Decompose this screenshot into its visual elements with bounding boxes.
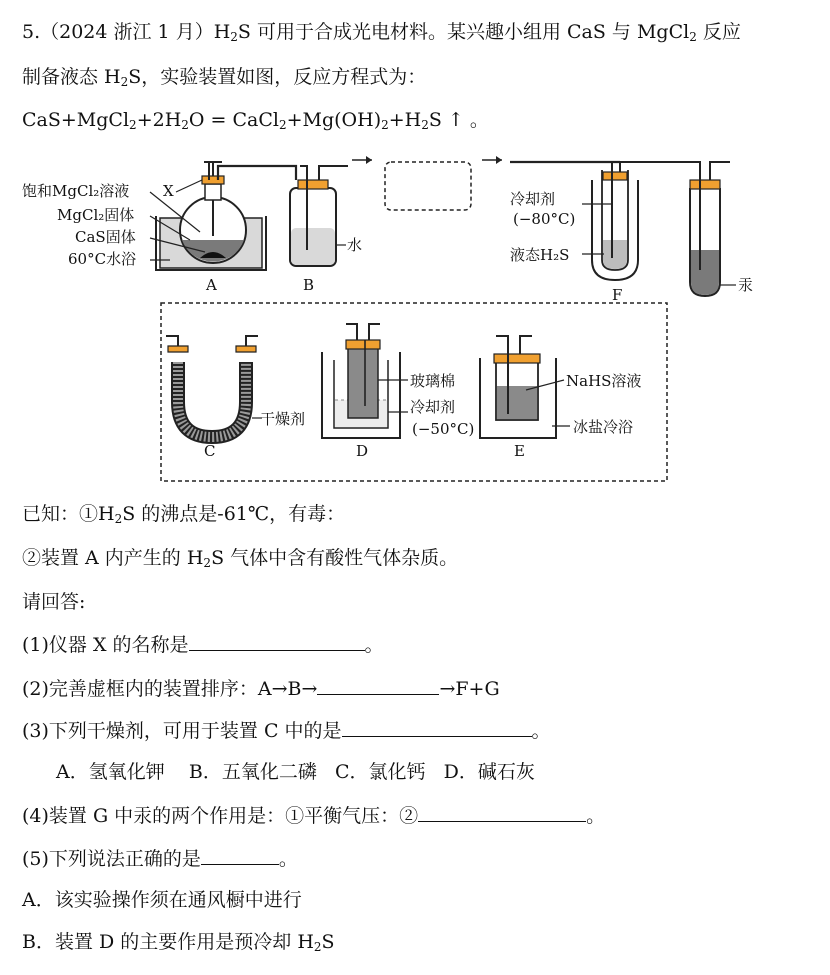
label-mgcl2-solid: MgCl₂固体 bbox=[57, 206, 135, 224]
question-2: (2)完善虚框内的装置排序：A→B→ →F+G bbox=[22, 678, 500, 700]
caption-b: B bbox=[303, 276, 315, 294]
question-3-options: A．氢氧化钾 B．五氧化二磷 C．氯化钙 D．碱石灰 bbox=[56, 761, 535, 783]
dashed-box-small bbox=[385, 162, 471, 210]
known-2: ②装置 A 内产生的 $H_2S$ 气体中含有酸性气体杂质。 bbox=[22, 547, 459, 570]
label-mercury: 汞 bbox=[738, 276, 754, 294]
answer-blank-4[interactable] bbox=[418, 803, 586, 822]
apparatus-a bbox=[156, 162, 296, 270]
apparatus-g bbox=[690, 162, 736, 296]
question-4: (4)装置 G 中汞的两个作用是：①平衡气压：② 。 bbox=[22, 805, 606, 827]
label-water-bath-60: 60°C水浴 bbox=[68, 250, 137, 268]
glass-wool-tube bbox=[348, 348, 378, 418]
answer-blank-5[interactable] bbox=[201, 846, 279, 865]
apparatus-b bbox=[290, 166, 348, 266]
caption-d: D bbox=[356, 442, 369, 460]
label-nahs-solution: NaHS溶液 bbox=[566, 372, 642, 390]
question-header: 5.（2024 浙江 1 月）$H_2S$ 可用于合成光电材料。某兴趣小组用 CaS 与 MgCl$_2$ 反应 bbox=[22, 21, 741, 44]
apparatus-diagram bbox=[0, 140, 830, 490]
caption-f: F bbox=[612, 286, 623, 304]
caption-c: C bbox=[204, 442, 216, 460]
question-5-option-b: B．装置 D 的主要作用是预冷却 $H_2S$ bbox=[22, 931, 335, 954]
label-coolant-d: 冷却剂 bbox=[410, 398, 456, 416]
question-1: (1)仪器 X 的名称是 。 bbox=[22, 634, 384, 656]
question-5: (5)下列说法正确的是 。 bbox=[22, 848, 298, 870]
label-ice-salt-bath: 冰盐冷浴 bbox=[573, 418, 634, 436]
label-glass-wool: 玻璃棉 bbox=[410, 372, 456, 390]
label-liquid-h2s: 液态H₂S bbox=[510, 246, 570, 264]
label-coolant-f: 冷却剂 bbox=[510, 190, 556, 208]
label-water: 水 bbox=[347, 236, 363, 254]
label-cas-solid: CaS固体 bbox=[75, 228, 136, 246]
dashed-box-options bbox=[161, 303, 667, 481]
question-5-option-a: A．该实验操作须在通风橱中进行 bbox=[22, 889, 302, 911]
known-1: 已知：$①H_2S$ 的沸点是-61℃，有毒： bbox=[22, 503, 346, 526]
apparatus-e bbox=[480, 336, 570, 438]
answer-blank-2[interactable] bbox=[317, 676, 439, 695]
label-coolant-f-temp: (−80°C) bbox=[513, 210, 576, 228]
apparatus-d bbox=[322, 324, 408, 438]
stopper bbox=[202, 176, 224, 184]
reaction-equation: $CaS+MgCl_2+2H_2O$ = $CaCl_2+Mg(OH)_2+H_2S$ ↑ 。 bbox=[22, 109, 489, 132]
label-desiccant: 干燥剂 bbox=[260, 410, 306, 428]
answer-blank-3[interactable] bbox=[342, 718, 532, 737]
label-saturated-mgcl2: 饱和MgCl₂溶液 bbox=[22, 182, 130, 200]
label-x: X bbox=[163, 182, 174, 200]
answer-prompt: 请回答: bbox=[22, 591, 86, 613]
caption-e: E bbox=[514, 442, 525, 460]
caption-a: A bbox=[206, 276, 217, 294]
answer-blank-1[interactable] bbox=[189, 632, 365, 651]
apparatus-c bbox=[166, 336, 262, 437]
question-3: (3)下列干燥剂，可用于装置 C 中的是 。 bbox=[22, 720, 551, 742]
question-line-2: 制备液态 $H_2S$，实验装置如图，反应方程式为： bbox=[22, 66, 427, 89]
label-coolant-d-temp: (−50°C) bbox=[412, 420, 475, 438]
